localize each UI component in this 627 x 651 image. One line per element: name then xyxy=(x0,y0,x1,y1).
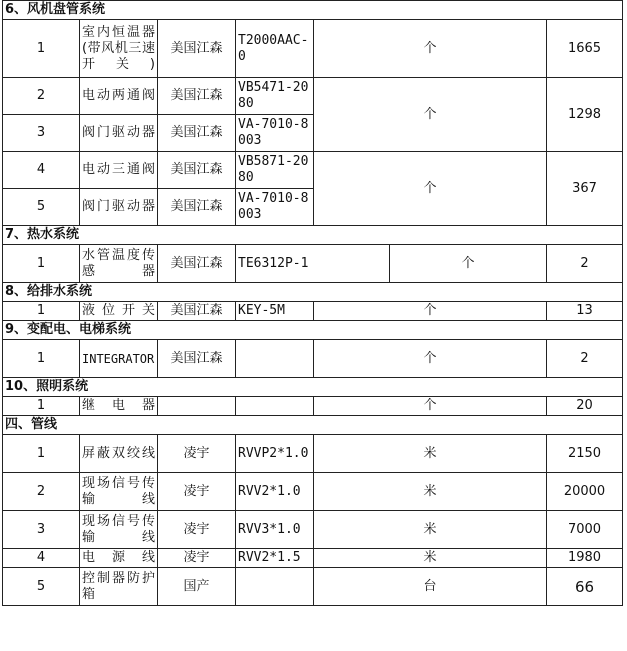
item-unit: 个 xyxy=(390,245,547,283)
item-name: 电动两通阀 xyxy=(80,78,158,115)
item-unit: 个 xyxy=(314,302,547,321)
item-name: 液位开关 xyxy=(80,302,158,321)
section-title: 10、照明系统 xyxy=(3,378,623,397)
item-name: 水管温度传感器 xyxy=(80,245,158,283)
item-unit: 个 xyxy=(314,152,547,226)
table-row xyxy=(3,20,623,78)
item-unit: 米 xyxy=(314,549,547,568)
table-row xyxy=(3,568,623,606)
item-brand: 美国江森 xyxy=(158,78,236,115)
item-qty: 2150 xyxy=(547,435,623,473)
section-row xyxy=(3,378,623,397)
item-qty: 1298 xyxy=(547,78,623,152)
item-name: 电源线 xyxy=(80,549,158,568)
item-name: 现场信号传输线 xyxy=(80,511,158,549)
item-unit: 米 xyxy=(314,511,547,549)
item-unit: 个 xyxy=(314,20,547,78)
item-qty: 367 xyxy=(547,152,623,226)
item-model: T2000AAC-0 xyxy=(236,20,314,78)
section-title: 7、热水系统 xyxy=(3,226,623,245)
row-no: 1 xyxy=(3,340,80,378)
item-model xyxy=(236,340,314,378)
item-qty: 20000 xyxy=(547,473,623,511)
table-row xyxy=(3,78,623,115)
item-qty: 66 xyxy=(547,568,623,606)
table-row xyxy=(3,397,623,416)
section-title: 6、风机盘管系统 xyxy=(3,1,623,20)
item-name: INTEGRATOR xyxy=(80,340,158,378)
item-name: 室内恒温器(带风机三速开关) xyxy=(80,20,158,78)
item-brand: 凌宇 xyxy=(158,473,236,511)
item-qty: 20 xyxy=(547,397,623,416)
table-row xyxy=(3,302,623,321)
item-model: VB5871-2080 xyxy=(236,152,314,189)
item-brand: 美国江森 xyxy=(158,245,236,283)
item-qty: 2 xyxy=(547,245,623,283)
item-brand xyxy=(158,397,236,416)
item-brand: 凌宇 xyxy=(158,549,236,568)
row-no: 2 xyxy=(3,78,80,115)
item-model xyxy=(236,568,314,606)
table-row xyxy=(3,340,623,378)
item-name: 控制器防护箱 xyxy=(80,568,158,606)
item-model: RVV2*1.5 xyxy=(236,549,314,568)
section-title: 9、变配电、电梯系统 xyxy=(3,321,623,340)
item-brand: 凌宇 xyxy=(158,511,236,549)
row-no: 2 xyxy=(3,473,80,511)
item-name: 阀门驱动器 xyxy=(80,189,158,226)
section-row xyxy=(3,283,623,302)
item-model: RVVP2*1.0 xyxy=(236,435,314,473)
item-model: RVV2*1.0 xyxy=(236,473,314,511)
item-brand: 美国江森 xyxy=(158,20,236,78)
row-no: 3 xyxy=(3,511,80,549)
table-row xyxy=(3,473,623,511)
item-unit: 米 xyxy=(314,473,547,511)
item-name: 继电器 xyxy=(80,397,158,416)
section-row xyxy=(3,321,623,340)
table-row xyxy=(3,511,623,549)
row-no: 1 xyxy=(3,397,80,416)
item-model: VB5471-2080 xyxy=(236,78,314,115)
item-model xyxy=(236,397,314,416)
item-name: 电动三通阀 xyxy=(80,152,158,189)
row-no: 1 xyxy=(3,302,80,321)
item-model: VA-7010-8003 xyxy=(236,115,314,152)
item-name: 现场信号传输线 xyxy=(80,473,158,511)
item-qty: 1980 xyxy=(547,549,623,568)
section-row xyxy=(3,226,623,245)
section-title: 四、管线 xyxy=(3,416,623,435)
item-qty: 7000 xyxy=(547,511,623,549)
section-title: 8、给排水系统 xyxy=(3,283,623,302)
row-no: 3 xyxy=(3,115,80,152)
table-row xyxy=(3,549,623,568)
table-row xyxy=(3,435,623,473)
item-model: RVV3*1.0 xyxy=(236,511,314,549)
item-name: 阀门驱动器 xyxy=(80,115,158,152)
row-no: 5 xyxy=(3,568,80,606)
item-qty: 2 xyxy=(547,340,623,378)
row-no: 1 xyxy=(3,435,80,473)
item-model: VA-7010-8003 xyxy=(236,189,314,226)
row-no: 1 xyxy=(3,20,80,78)
equipment-table xyxy=(2,0,623,606)
item-name: 屏蔽双绞线 xyxy=(80,435,158,473)
table-row xyxy=(3,245,623,283)
item-model: KEY-5M xyxy=(236,302,314,321)
row-no: 5 xyxy=(3,189,80,226)
item-unit: 个 xyxy=(314,78,547,152)
item-brand: 美国江森 xyxy=(158,189,236,226)
table-row xyxy=(3,152,623,189)
row-no: 4 xyxy=(3,152,80,189)
item-unit: 个 xyxy=(314,340,547,378)
item-brand: 凌宇 xyxy=(158,435,236,473)
item-model: TE6312P-1 xyxy=(236,245,390,283)
item-brand: 国产 xyxy=(158,568,236,606)
section-row xyxy=(3,1,623,20)
item-brand: 美国江森 xyxy=(158,152,236,189)
item-unit: 米 xyxy=(314,435,547,473)
item-qty: 1665 xyxy=(547,20,623,78)
item-unit: 台 xyxy=(314,568,547,606)
item-brand: 美国江森 xyxy=(158,340,236,378)
item-unit: 个 xyxy=(314,397,547,416)
item-brand: 美国江森 xyxy=(158,115,236,152)
item-qty: 13 xyxy=(547,302,623,321)
section-row xyxy=(3,416,623,435)
row-no: 1 xyxy=(3,245,80,283)
row-no: 4 xyxy=(3,549,80,568)
item-brand: 美国江森 xyxy=(158,302,236,321)
